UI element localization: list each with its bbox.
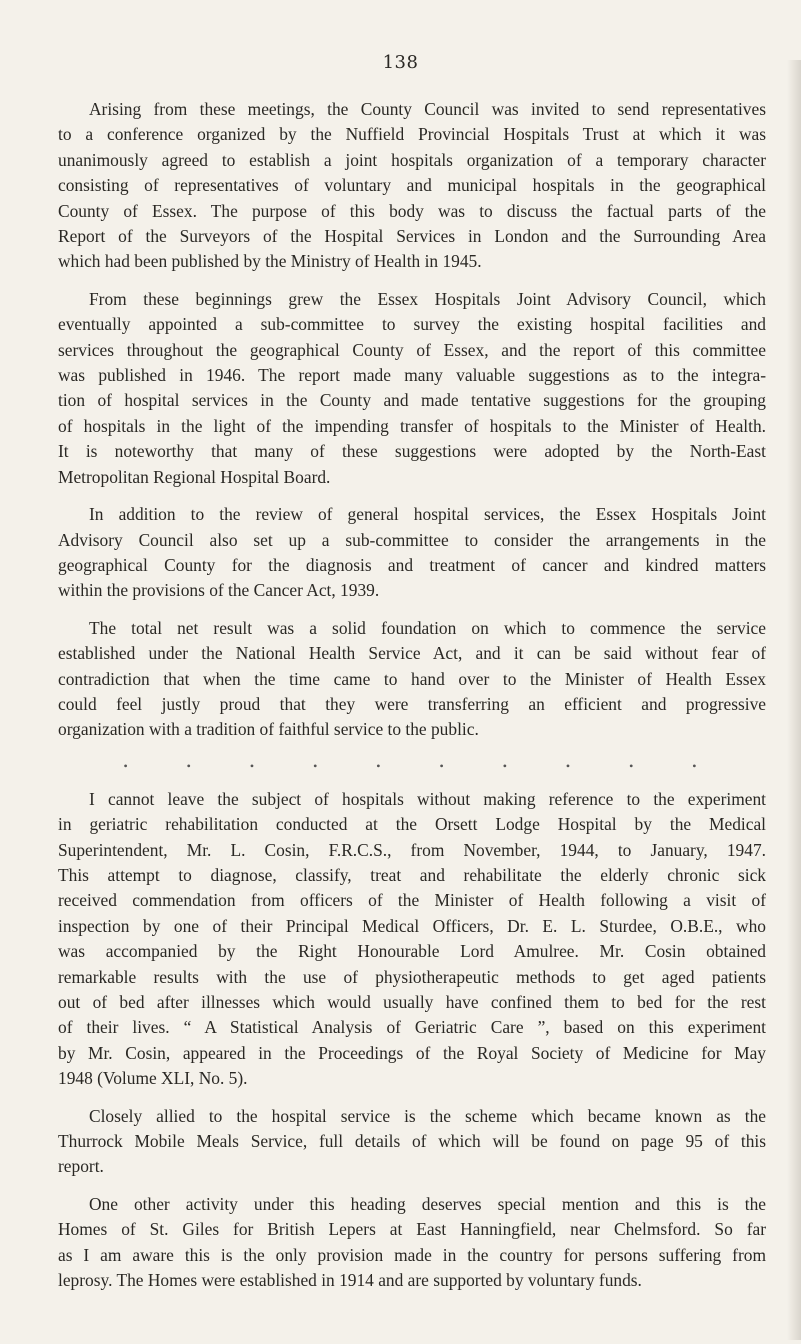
text-line: Metropolitan Regional Hospital Board. (58, 466, 331, 487)
text-line: Advisory Council also set up a sub-committee to consider the arrangements in the (58, 529, 766, 550)
text-line: Superintendent, Mr. L. Cosin, F.R.C.S., from November, 1944, to January, 1947. (58, 839, 766, 860)
paragraph (58, 502, 766, 604)
text-line: Arising from these meetings, the County Council was invited to send representatives (89, 99, 766, 119)
page-edge-shadow (787, 60, 801, 1340)
text-line: by Mr. Cosin, appeared in the Proceedings of the Royal Society of Medicine for May (58, 1042, 766, 1063)
paragraph (58, 616, 766, 743)
text-line: remarkable results with the use of physiotherapeutic methods to get aged patients (58, 966, 766, 987)
text-line: 1948 (Volume XLI, No. 5). (58, 1068, 248, 1089)
paragraph (58, 787, 766, 1092)
text-line: services throughout the geographical County of Essex, and the report of this committee (58, 339, 766, 360)
page-number: 138 (382, 52, 419, 73)
text-line: organization with a tradition of faithful service to the public. (58, 719, 479, 740)
text-line: consisting of representatives of voluntary and municipal hospitals in the geographical (58, 175, 766, 196)
text-line: From these beginnings grew the Essex Hospitals Joint Advisory Council, which (89, 288, 766, 309)
paragraph (58, 97, 766, 275)
text-line: This attempt to diagnose, classify, treat and rehabilitate the elderly chronic sick (58, 864, 766, 885)
paragraph (58, 1104, 766, 1180)
section-separator: • • • • • • • • • • (123, 758, 701, 773)
text-line: It is noteworthy that many of these suggestions were adopted by the North-East (58, 441, 766, 462)
text-line: inspection by one of their Principal Medical Officers, Dr. E. L. Sturdee, O.B.E., who (58, 915, 766, 936)
text-line: of their lives. “ A Statistical Analysis of Geriatric Care ”, based on this experiment (58, 1017, 766, 1038)
text-line: Thurrock Mobile Meals Service, full details of which will be found on page 95 of this (58, 1131, 766, 1152)
text-line: leprosy. The Homes were established in 1914 and are supported by voluntary funds. (58, 1270, 642, 1291)
text-line: was published in 1946. The report made many valuable suggestions as to the integra- (58, 365, 766, 386)
text-line: County of Essex. The purpose of this body was to discuss the factual parts of the (58, 200, 766, 221)
text-line: tion of hospital services in the County and made tentative suggestions for the grouping (58, 390, 766, 411)
text-line: to a conference organized by the Nuffield Provincial Hospitals Trust at which it was (58, 124, 766, 145)
text-line: was accompanied by the Right Honourable Lord Amulree. Mr. Cosin obtained (58, 941, 766, 962)
text-line: within the provisions of the Cancer Act, 1939. (58, 580, 380, 601)
text-line: I cannot leave the subject of hospitals without making reference to the experiment (89, 788, 766, 809)
text-line: which had been published by the Ministry of Health in 1945. (58, 251, 482, 272)
text-line: The total net result was a solid foundation on which to commence the service (89, 617, 766, 638)
text-line: established under the National Health Service Act, and it can be said without fear of (58, 643, 766, 664)
text-line: One other activity under this heading deserves special mention and this is the (89, 1193, 766, 1214)
text-line: in geriatric rehabilitation conducted at the Orsett Lodge Hospital by the Medical (58, 814, 766, 835)
text-line: contradiction that when the time came to hand over to the Minister of Health Essex (58, 668, 766, 689)
text-line: Closely allied to the hospital service is the scheme which became known as the (89, 1105, 766, 1126)
text-line: unanimously agreed to establish a joint hospitals organization of a temporary character (58, 149, 766, 170)
text-line: could feel justly proud that they were transferring an efficient and progressive (58, 693, 766, 714)
body-text (58, 97, 766, 1293)
paragraph (58, 1192, 766, 1294)
text-line: Report of the Surveyors of the Hospital Services in London and the Surrounding Area (58, 226, 766, 247)
text-line: eventually appointed a sub-committee to survey the existing hospital facilities and (58, 314, 766, 335)
text-line: Homes of St. Giles for British Lepers at East Hanningfield, near Chelmsford. So far (58, 1219, 766, 1240)
text-line: received commendation from officers of the Minister of Health following a visit of (58, 890, 766, 911)
text-line: as I am aware this is the only provision made in the country for persons suffering from (58, 1244, 766, 1265)
text-line: out of bed after illnesses which would usually have confined them to bed for the rest (58, 992, 766, 1012)
paragraph (58, 287, 766, 490)
text-line: of hospitals in the light of the impending transfer of hospitals to the Minister of Health. (58, 415, 766, 436)
text-line: geographical County for the diagnosis and treatment of cancer and kindred matters (58, 554, 766, 575)
text-line: report. (58, 1156, 104, 1177)
text-line: In addition to the review of general hospital services, the Essex Hospitals Joint (89, 504, 766, 525)
